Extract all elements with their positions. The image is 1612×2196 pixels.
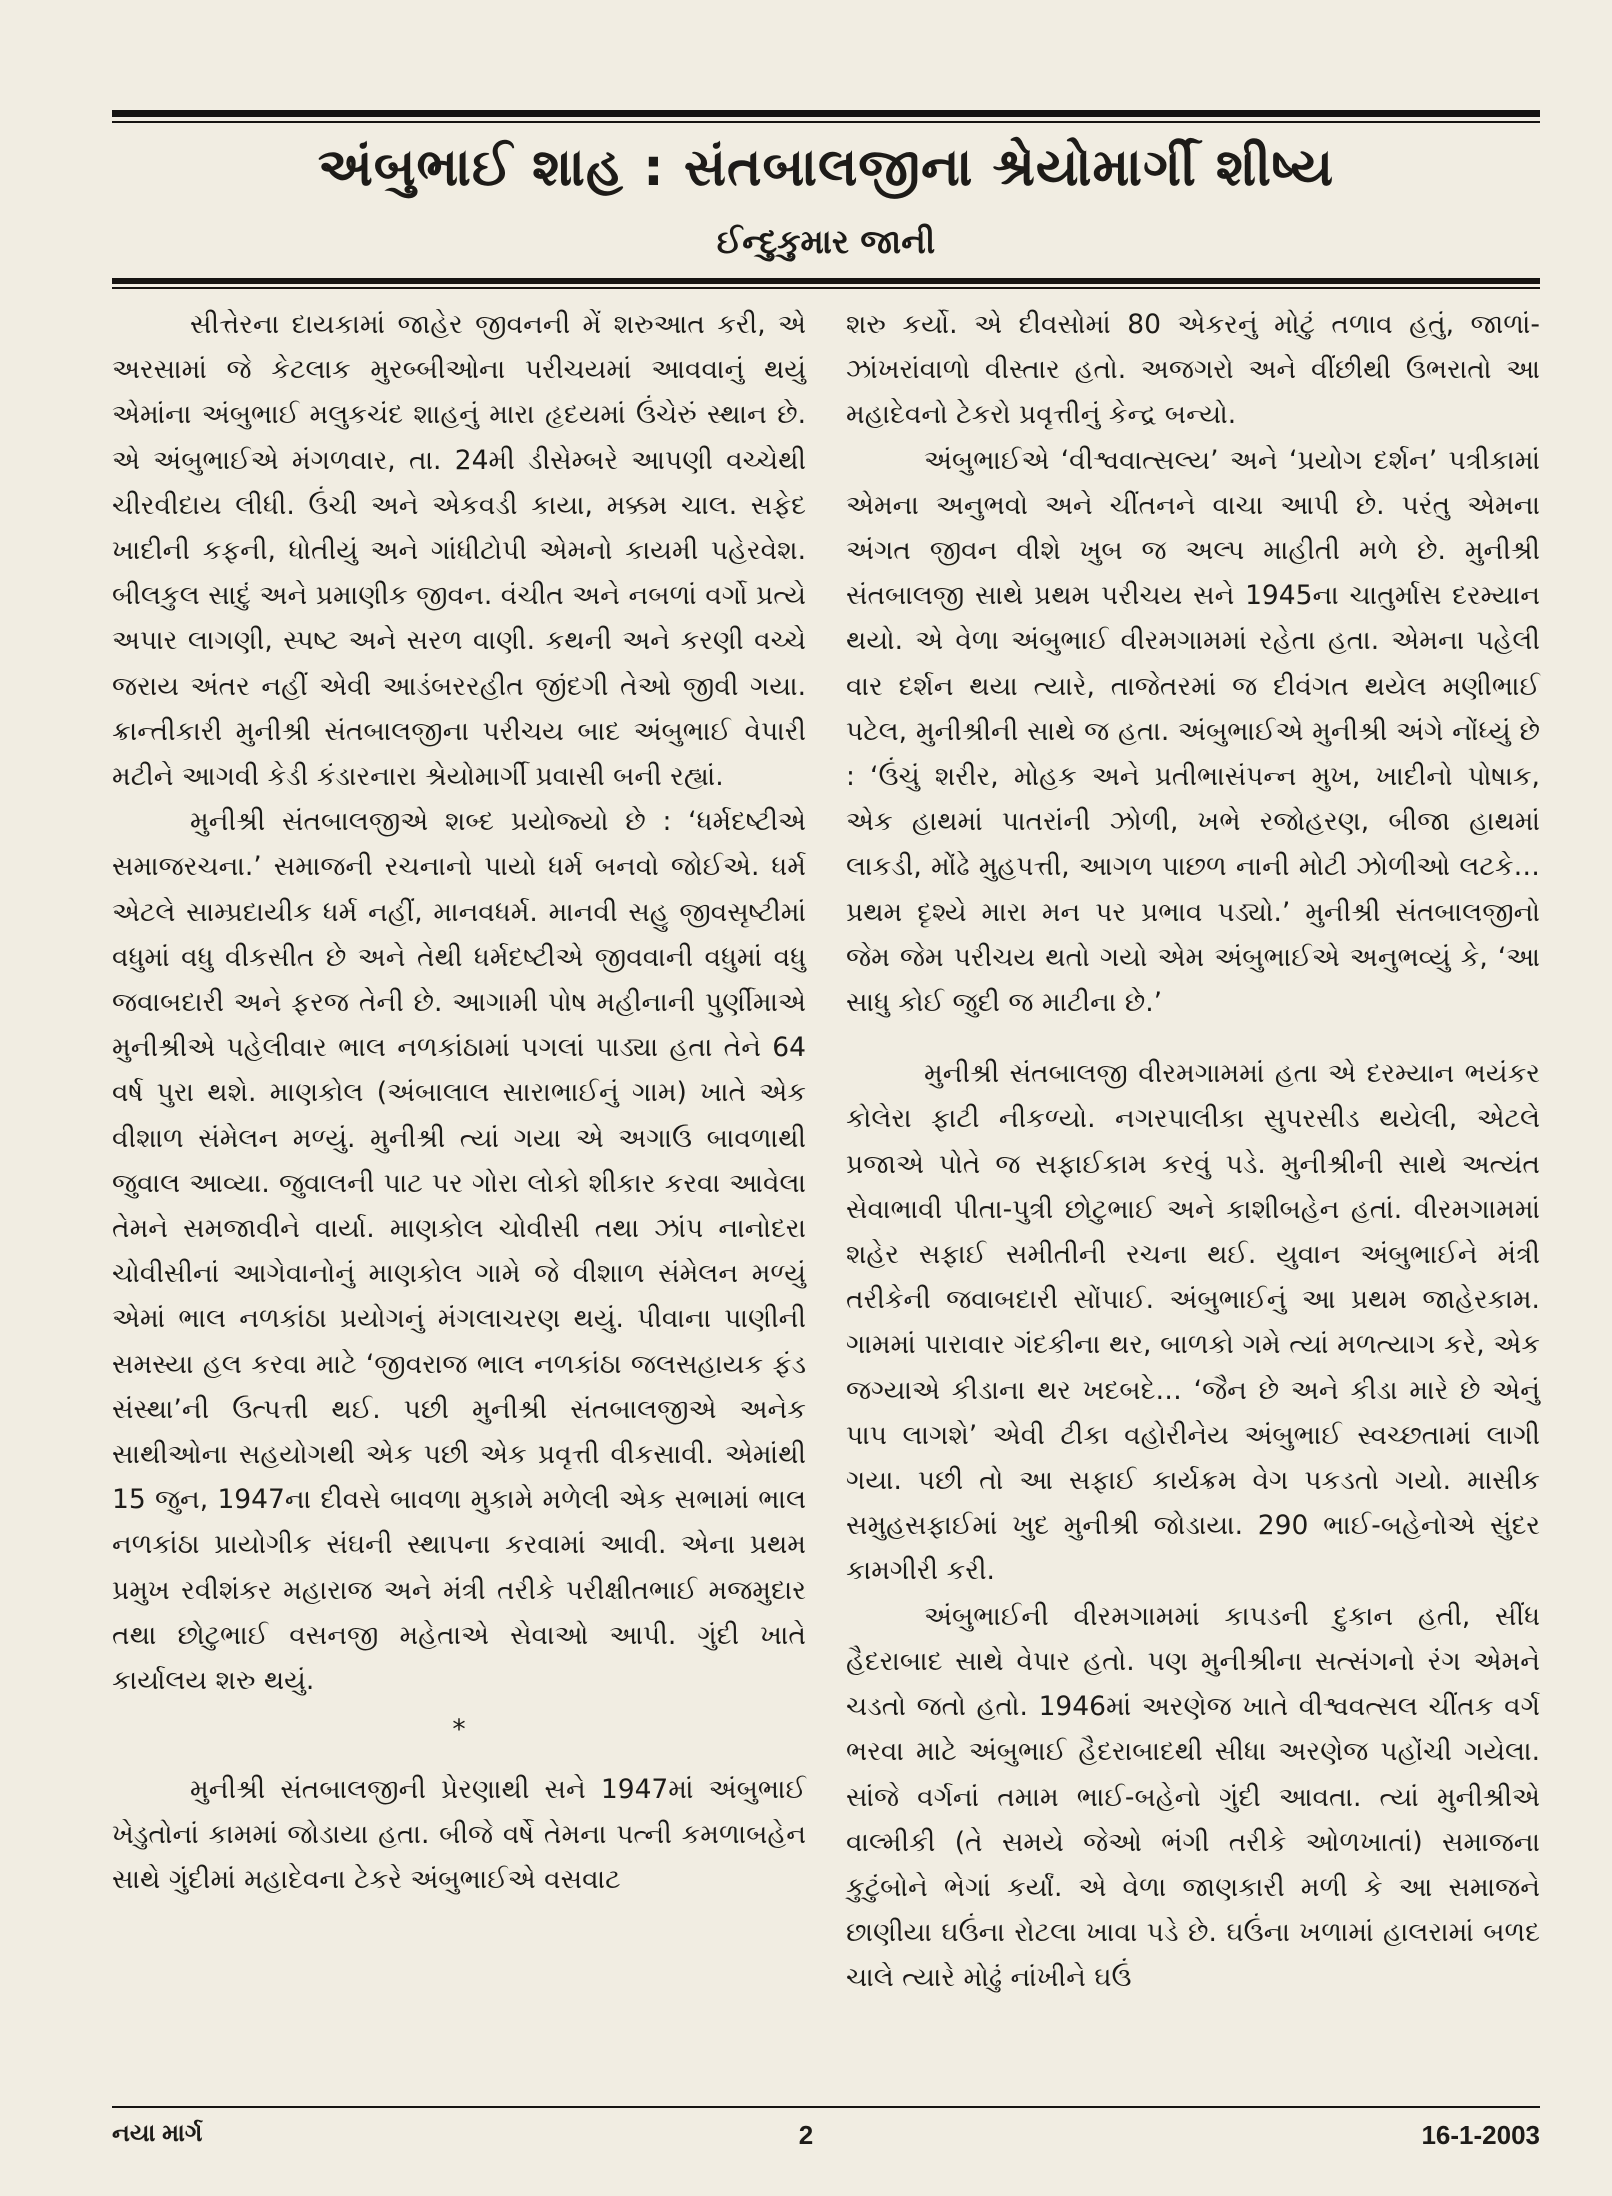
top-rule — [112, 110, 1540, 117]
paragraph: સીત્તેરના દાયકામાં જાહેર જીવનની મેં શરુઆત કરી, એ અરસામાં જે કેટલાક મુરબ્બીઓના પરીચયમાં આવવાનું થયું એમાંના અંબુભાઈ મલુકચંદ શાહનું મારા હૃદયમાં ઉંચેરું સ્થાન છે. એ અંબુભાઈએ મંગળવાર, તા. 24મી ડીસેમ્બરે આપણી વચ્ચેથી ચીરવીદાય લીધી. ઉંચી અને એકવડી કાયા, મક્કમ ચાલ. સફેદ ખાદીની કફની, ધોતીયું અને ગાંધીટોપી એમનો કાયમી પહેરવેશ. બીલકુલ સાદું અને પ્રમાણીક જીવન. વંચીત અને નબળાં વર્ગો પ્રત્યે અપાર લાગણી, સ્પષ્ટ અને સરળ વાણી. કથની અને કરણી વચ્ચે જરાય અંતર નહીં એવી આડંબરરહીત જીંદગી તેઓ જીવી ગયા. ક્રાન્તીકારી મુનીશ્રી સંતબાલજીના પરીચય બાદ અંબુભાઈ વેપારી મટીને આગવી કેડી કંડારનારા શ્રેયોમાર્ગી પ્રવાસી બની રહ્યાં. — [112, 309, 806, 793]
header-bottom-rule — [112, 278, 1540, 284]
paragraph: મુનીશ્રી સંતબાલજીએ શબ્દ પ્રયોજ્યો છે : ‘ધર્મદષ્ટીએ સમાજરચના.’ સમાજની રચનાનો પાયો ધર્મ બનવો જોઈએ. ધર્મ એટલે સામ્પ્રદાયીક ધર્મ નહીં, માનવધર્મ. માનવી સહુ જીવસૃષ્ટીમાં વધુમાં વધુ વીકસીત છે અને તેથી ધર્મદષ્ટીએ જીવવાની વધુમાં વધુ જવાબદારી અને ફરજ તેની છે. આગામી પોષ મહીનાની પુર્ણીમાએ મુનીશ્રીએ પહેલીવાર ભાલ નળકાંઠામાં પગલાં પાડ્યા હતા તેને 64 વર્ષ પુરા થશે. માણકોલ (અંબાલાલ સારાભાઈનું ગામ) ખાતે એક વીશાળ સંમેલન મળ્યું. મુનીશ્રી ત્યાં ગયા એ અગાઉ બાવળાથી જુવાલ આવ્યા. જુવાલની પાટ પર ગોરા લોકો શીકાર કરવા આવેલા તેમને સમજાવીને વાર્યા. માણકોલ ચોવીસી તથા ઝાંપ નાનોદરા ચોવીસીનાં આગેવાનોનું માણકોલ ગામે જે વીશાળ સંમેલન મળ્યું એમાં ભાલ નળકાંઠા પ્રયોગનું મંગલાચરણ થયું. પીવાના પાણીની સમસ્યા હલ કરવા માટે ‘જીવરાજ ભાલ નળકાંઠા જલસહાયક ફંડ સંસ્થા’ની ઉત્પત્તી થઈ. પછી મુનીશ્રી સંતબાલજીએ અનેક સાથીઓના સહયોગથી એક પછી એક પ્રવૃત્તી વીકસાવી. એમાંથી 15 જુન, 1947ના દીવસે બાવળા મુકામે મળેલી એક સભામાં ભાલ નળકાંઠા પ્રાયોગીક સંઘની સ્થાપના કરવામાં આવી. એના પ્રથમ પ્રમુખ રવીશંકર મહારાજ અને મંત્રી તરીકે પરીક્ષીતભાઈ મજમુદાર તથા છોટુભાઈ વસનજી મહેતાએ સેવાઓ આપી. ગુંદી ખાતે કાર્યાલય શરુ થયું. — [112, 806, 806, 1697]
paragraph: શરુ કર્યો. એ દીવસોમાં 80 એકરનું મોટું તળાવ હતું, જાળાં-ઝાંખરાંવાળો વીસ્તાર હતો. અજગરો અને વીંછીથી ઉભરાતો આ મહાદેવનો ટેકરો પ્રવૃત્તીનું કેન્દ્ર બન્યો. — [846, 309, 1540, 431]
top-rule-thin — [112, 121, 1540, 123]
paragraph: મુનીશ્રી સંતબાલજી વીરમગામમાં હતા એ દરમ્યાન ભયંકર કોલેરા ફાટી નીકળ્યો. નગરપાલીકા સુપરસીડ થયેલી, એટલે પ્રજાએ પોતે જ સફાઈકામ કરવું પડે. મુનીશ્રીની સાથે અત્યંત સેવાભાવી પીતા-પુત્રી છોટુભાઈ અને કાશીબહેન હતાં. વીરમગામમાં શહેર સફાઈ સમીતીની રચના થઈ. યુવાન અંબુભાઈને મંત્રી તરીકેની જવાબદારી સોંપાઈ. અંબુભાઈનું આ પ્રથમ જાહેરકામ. ગામમાં પારાવાર ગંદકીના થર, બાળકો ગમે ત્યાં મળત્યાગ કરે, એક જગ્યાએ કીડાના થર ખદબદે… ‘જૈન છે અને કીડા મારે છે એનું પાપ લાગશે’ એવી ટીકા વહોરીનેય અંબુભાઈ સ્વચ્છતામાં લાગી ગયા. પછી તો આ સફાઈ કાર્યક્રમ વેગ પકડતો ગયો. માસીક સમુહસફાઈમાં ખુદ મુનીશ્રી જોડાયા. 290 ભાઈ-બહેનોએ સુંદર કામગીરી કરી. — [846, 1058, 1540, 1587]
right-column — [846, 302, 1540, 2001]
footer-rule — [112, 2106, 1540, 2108]
publication-name: નયા માર્ગ — [112, 2120, 203, 2147]
section-separator: * — [452, 1714, 466, 1746]
left-column — [112, 302, 806, 1902]
header-bottom-rule-thin — [112, 287, 1540, 289]
paragraph: મુનીશ્રી સંતબાલજીની પ્રેરણાથી સને 1947માં અંબુભાઈ ખેડુતોનાં કામમાં જોડાયા હતા. બીજે વર્ષે તેમના પત્ની કમળાબહેન સાથે ગુંદીમાં મહાદેવના ટેકરે અંબુભાઈએ વસવાટ — [112, 1773, 806, 1895]
article-title: અંબુભાઈ શાહ : સંતબાલજીના શ્રેયોમાર્ગી શીષ્ય — [317, 138, 1335, 198]
page-number: 2 — [798, 2120, 814, 2150]
paragraph: અંબુભાઈએ ‘વીશ્વવાત્સલ્ય’ અને ‘પ્રયોગ દર્શન’ પત્રીકામાં એમના અનુભવો અને ચીંતનને વાચા આપી છે. પરંતુ એમના અંગત જીવન વીશે ખુબ જ અલ્પ માહીતી મળે છે. મુનીશ્રી સંતબાલજી સાથે પ્રથમ પરીચય સને 1945ના ચાતુર્માસ દરમ્યાન થયો. એ વેળા અંબુભાઈ વીરમગામમાં રહેતા હતા. એમના પહેલી વાર દર્શન થયા ત્યારે, તાજેતરમાં જ દીવંગત થયેલ મણીભાઈ પટેલ, મુનીશ્રીની સાથે જ હતા. અંબુભાઈએ મુનીશ્રી અંગે નોંધ્યું છે : ‘ઉંચું શરીર, મોહક અને પ્રતીભાસંપન્ન મુખ, ખાદીનો પોષાક, એક હાથમાં પાતરાંની ઝોળી, ખભે રજોહરણ, બીજા હાથમાં લાકડી, મોંઢે મુહપત્તી, આગળ પાછળ નાની મોટી ઝોળીઓ લટકે… પ્રથમ દૃશ્યે મારા મન પર પ્રભાવ પડ્યો.’ મુનીશ્રી સંતબાલજીનો જેમ જેમ પરીચય થતો ગયો એમ અંબુભાઈએ અનુભવ્યું કે, ‘આ સાધુ કોઈ જુદી જ માટીના છે.’ — [846, 444, 1540, 1019]
article-author: ઈન્દુકુમાર જાની — [716, 222, 936, 261]
paragraph: અંબુભાઈની વીરમગામમાં કાપડની દુકાન હતી, સીંધ હૈદરાબાદ સાથે વેપાર હતો. પણ મુનીશ્રીના સત્સંગનો રંગ એમને ચડતો જતો હતો. 1946માં અરણેજ ખાતે વીશ્વવત્સલ ચીંતક વર્ગ ભરવા માટે અંબુભાઈ હૈદરાબાદથી સીધા અરણેજ પહોંચી ગયેલા. સાંજે વર્ગનાં તમામ ભાઈ-બહેનો ગુંદી આવતા. ત્યાં મુનીશ્રીએ વાલ્મીકી (તે સમયે જેઓ ભંગી તરીકે ઓળખાતાં) સમાજના કુટુંબોને ભેગાં કર્યાં. એ વેળા જાણકારી મળી કે આ સમાજને છાણીયા ઘઉંના રોટલા ખાવા પડે છે. ઘઉંના ખળામાં હાલરામાં બળદ ચાલે ત્યારે મોઢું નાંખીને ઘઉં — [846, 1600, 1540, 1994]
paragraph-gap — [846, 1025, 1540, 1051]
issue-date: 16-1-2003 — [1421, 2120, 1540, 2150]
